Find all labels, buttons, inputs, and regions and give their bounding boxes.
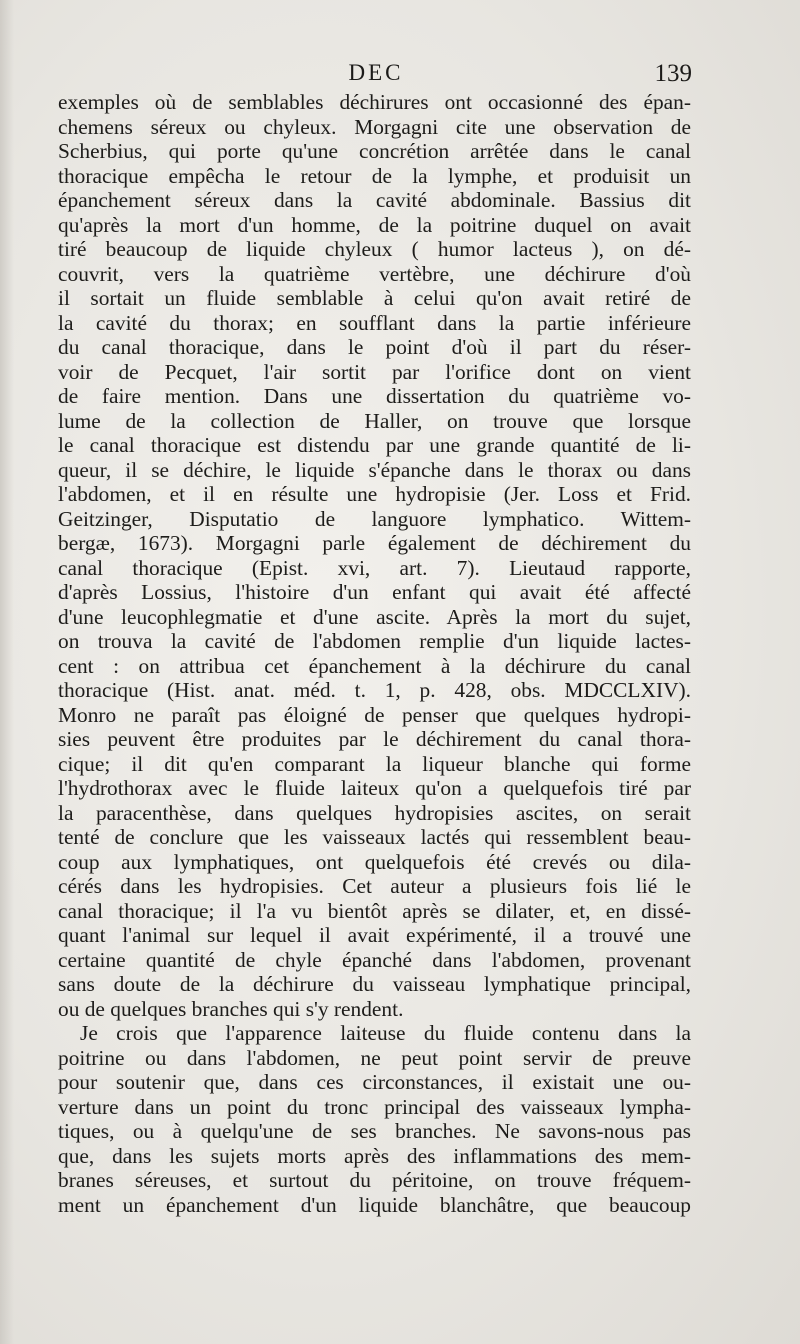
text-line: branes séreuses, et surtout du péritoine, on trouve fréquem- [58,1168,691,1192]
text-line: d'après Lossius, l'histoire d'un enfant qui avait été affecté [58,580,691,604]
text-line: cent : on attribua cet épanchement à la déchirure du canal [58,653,691,678]
text-line: queur, il se déchire, le liquide s'épanche dans le thorax ou dans [58,457,691,482]
text-line: thoracique (Hist. anat. méd. t. 1, p. 428, obs. MDCCLXIV). [58,678,691,702]
text-line: canal thoracique; il l'a vu bientôt après se dilater, et, en dissé- [58,898,691,923]
text-line: thoracique empêcha le retour de la lymphe, et produisit un [58,163,691,188]
text-line: verture dans un point du tronc principal des vaisseaux lympha- [58,1094,691,1119]
text-line: ou de quelques branches qui s'y rendent. [58,996,404,1021]
text-line: chemens séreux ou chyleux. Morgagni cite une observation de [58,114,691,139]
text-line: Geitzinger, Disputatio de languore lymphatico. Wittem- [58,506,691,531]
text-line: l'abdomen, et il en résulte une hydropisie (Jer. Loss et Frid. [58,482,691,506]
text-line: la paracenthèse, dans quelques hydropisies ascites, on serait [58,800,691,825]
text-line: il sortait un fluide semblable à celui qu'on avait retiré de [58,286,691,310]
text-line: sans doute de la déchirure du vaisseau lymphatique principal, [58,972,691,996]
text-line: de faire mention. Dans une dissertation du quatrième vo- [58,384,691,408]
text-line: tiques, ou à quelqu'une de ses branches. Ne savons-nous pas [58,1119,691,1143]
text-line: on trouva la cavité de l'abdomen remplie d'un liquide lactes- [58,629,691,653]
text-line: couvrit, vers la quatrième vertèbre, une déchirure d'où [58,261,691,286]
text-line: pour soutenir que, dans ces circonstances, il existait une ou- [58,1070,691,1094]
text-line: du canal thoracique, dans le point d'où il part du réser- [58,335,691,359]
text-line: quant l'animal sur lequel il avait expérimenté, il a trouvé une [58,923,691,947]
text-line: cérés dans les hydropisies. Cet auteur a plusieurs fois lié le [58,874,691,898]
text-line: lume de la collection de Haller, on trouve que lorsque [58,408,691,433]
text-line: épanchement séreux dans la cavité abdominale. Bassius dit [58,188,691,212]
text-line: coup aux lymphatiques, ont quelquefois été crevés ou dila- [58,849,691,874]
text-line: exemples où de semblables déchirures ont occasionné des épan- [58,90,691,114]
text-line: sies peuvent être produites par le déchirement du canal thora- [58,727,691,751]
text-line: canal thoracique (Epist. xvi, art. 7). Lieutaud rapporte, [58,555,691,580]
text-line: Scherbius, qui porte qu'une concrétion arrêtée dans le canal [58,139,691,163]
text-line: ment un épanchement d'un liquide blanchâtre, que beaucoup [58,1192,691,1217]
text-line: d'une leucophlegmatie et d'une ascite. Après la mort du sujet, [58,604,691,629]
body-text [58,90,691,1217]
running-head-title: DEC [348,60,404,85]
text-line: bergæ, 1673). Morgagni parle également de déchirement du [58,531,691,555]
text-line: tiré beaucoup de liquide chyleux ( humor lacteus ), on dé- [58,237,691,261]
text-line: poitrine ou dans l'abdomen, ne peut point servir de preuve [58,1045,691,1070]
text-line: voir de Pecquet, l'air sortit par l'orifice dont on vient [58,359,691,384]
running-head [60,56,692,92]
text-line: cique; il dit qu'en comparant la liqueur blanche qui forme [58,751,691,776]
page-number: 139 [654,60,692,87]
text-line: qu'après la mort d'un homme, de la poitrine duquel on avait [58,212,691,237]
text-line: que, dans les sujets morts après des inflammations des mem- [58,1143,691,1168]
text-line: l'hydrothorax avec le fluide laiteux qu'on a quelquefois tiré par [58,776,691,800]
text-line: certaine quantité de chyle épanché dans l'abdomen, provenant [58,947,691,972]
text-line: tenté de conclure que les vaisseaux lactés qui ressemblent beau- [58,825,691,849]
text-line: Monro ne paraît pas éloigné de penser que quelques hydropi- [58,702,691,727]
text-line: la cavité du thorax; en soufflant dans la partie inférieure [58,310,691,335]
text-line: Je crois que l'apparence laiteuse du fluide contenu dans la [80,1021,691,1045]
text-line: le canal thoracique est distendu par une grande quantité de li- [58,433,691,457]
